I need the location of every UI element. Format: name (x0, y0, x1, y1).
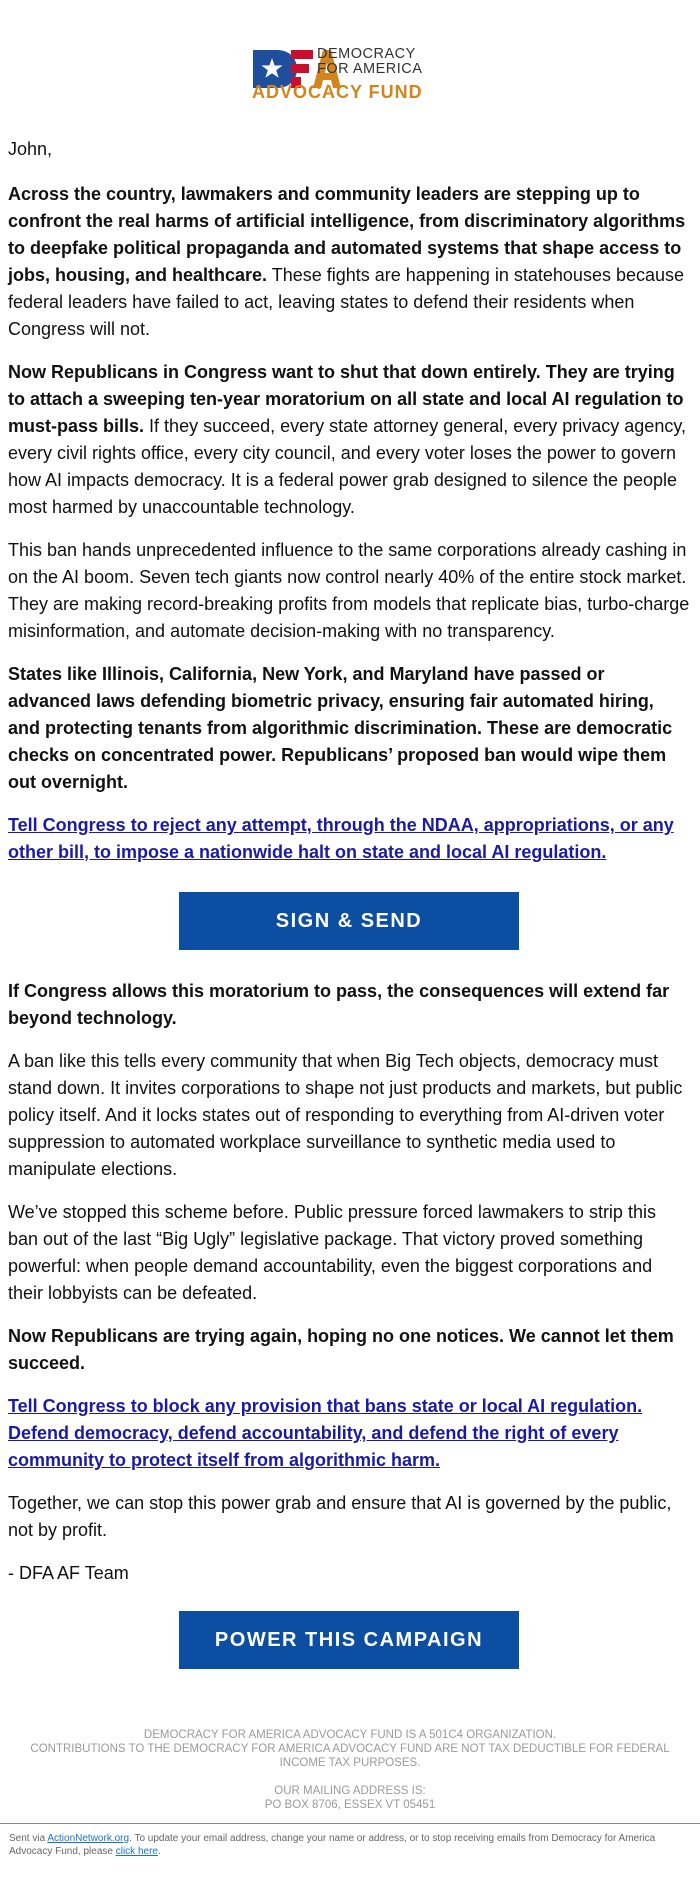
paragraph-2-normal: If they succeed, every state attorney general, every privacy agency, every civil rights office, every city council, and every voter loses the power to govern how AI impacts democracy. It is a federal power grab designed to silence the people most harmed by unaccountable technology. (8, 416, 686, 517)
unsubscribe-link[interactable]: click here (115, 1846, 158, 1857)
signature: - DFA AF Team (8, 1563, 129, 1583)
paragraph-2-bold: Now Republicans in Congress want to shut that down entirely. They are trying to attach a sweeping ten-year moratorium on all state and local AI regulation to must-pass bills. (8, 362, 684, 436)
greeting: John, (8, 139, 53, 159)
power-this-campaign-button[interactable]: POWER THIS CAMPAIGN (179, 1611, 519, 1669)
paragraph-1-normal: These fights are happening in statehouses because federal leaders have failed to act, leaving states to defend their residents when Congress will not. (8, 265, 685, 339)
cta-link-block[interactable]: Tell Congress to block any provision that bans state or local AI regulation. Defend democracy, defend accountability, and defend the right of every community to protect itself from algorithmic harm. (8, 1396, 643, 1470)
paragraph-8-bold: Now Republicans are trying again, hoping no one notices. We cannot let them succeed. (8, 1326, 674, 1373)
cta-link-reject[interactable]: Tell Congress to reject any attempt, through the NDAA, appropriations, or any other bill, to impose a nationwide halt on state and local AI regulation. (8, 815, 674, 862)
footer-org-line: DEMOCRACY FOR AMERICA ADVOCACY FUND IS A 501C4 ORGANIZATION. (143, 1729, 557, 1741)
paragraph-6: A ban like this tells every community that when Big Tech objects, democracy must stand down. It invites corporations to shape not just products and markets, but public policy itself. And it locks states out of responding to everything from AI-driven voter suppression to automated workplace surveillance to synthetic media used to manipulate elections. (8, 1051, 683, 1179)
paragraph-8 (8, 1323, 690, 1377)
cta-paragraph-1 (8, 812, 690, 866)
button-container-2 (8, 1611, 690, 1669)
logo-line-3: ADVOCACY FUND (252, 82, 423, 102)
button-container-1 (8, 892, 690, 950)
paragraph-2 (8, 359, 690, 521)
footer (0, 1728, 700, 1812)
footer-address: PO BOX 8706, ESSEX VT 05451 (264, 1799, 436, 1811)
sent-suffix: . (157, 1846, 161, 1857)
paragraph-1 (8, 181, 690, 343)
sent-via-notice (9, 1832, 689, 1858)
sign-and-send-button[interactable]: SIGN & SEND (179, 892, 519, 950)
footer-address-label: OUR MAILING ADDRESS IS: (274, 1785, 426, 1797)
paragraph-4-bold: States like Illinois, California, New York, and Maryland have passed or advanced laws defending biometric privacy, ensuring fair automated hiring, and protecting tenants from algorithmic discrimination. These are democratic checks on concentrated power. Republicans’ proposed ban would wipe them out overnight. (8, 664, 673, 792)
paragraph-5 (8, 978, 690, 1032)
sent-prefix: Sent via (9, 1833, 48, 1844)
paragraph-9: Together, we can stop this power grab and ensure that AI is governed by the public, not by profit. (8, 1493, 672, 1540)
cta-paragraph-2 (8, 1393, 690, 1474)
footer-divider (0, 1823, 700, 1824)
paragraph-7: We’ve stopped this scheme before. Public pressure forced lawmakers to strip this ban out of the last “Big Ugly” legislative package. That victory proved something powerful: when people demand accountability, even the biggest corporations and their lobbyists can be defeated. (8, 1202, 656, 1303)
actionnetwork-link[interactable]: ActionNetwork.org (47, 1833, 130, 1844)
paragraph-5-bold: If Congress allows this moratorium to pass, the consequences will extend far beyond technology. (8, 981, 670, 1028)
logo-line-1: DEMOCRACY (317, 46, 416, 62)
paragraph-1-bold: Across the country, lawmakers and community leaders are stepping up to confront the real harms of artificial intelligence, from discriminatory algorithms to deepfake political propaganda and automated systems that shape access to jobs, housing, and healthcare. (8, 184, 686, 285)
paragraph-4 (8, 661, 690, 796)
email-body (8, 136, 690, 1697)
sent-middle: . To update your email address, change your name or address, or to stop receiving emails from Democracy for America Advocacy Fund, please (9, 1833, 656, 1857)
logo-line-2: FOR AMERICA (317, 61, 423, 77)
dfa-logo (252, 46, 448, 104)
paragraph-3: This ban hands unprecedented influence to the same corporations already cashing in on the AI boom. Seven tech giants now control nearly 40% of the entire stock market. They are making record-breaking profits from models that replicate bias, turbo-charge misinformation, and automate decision-making with no transparency. (8, 540, 690, 641)
footer-tax-line: CONTRIBUTIONS TO THE DEMOCRACY FOR AMERICA ADVOCACY FUND ARE NOT TAX DEDUCTIBLE FOR FEDERAL INCOME TAX PURPOSES. (30, 1743, 670, 1769)
